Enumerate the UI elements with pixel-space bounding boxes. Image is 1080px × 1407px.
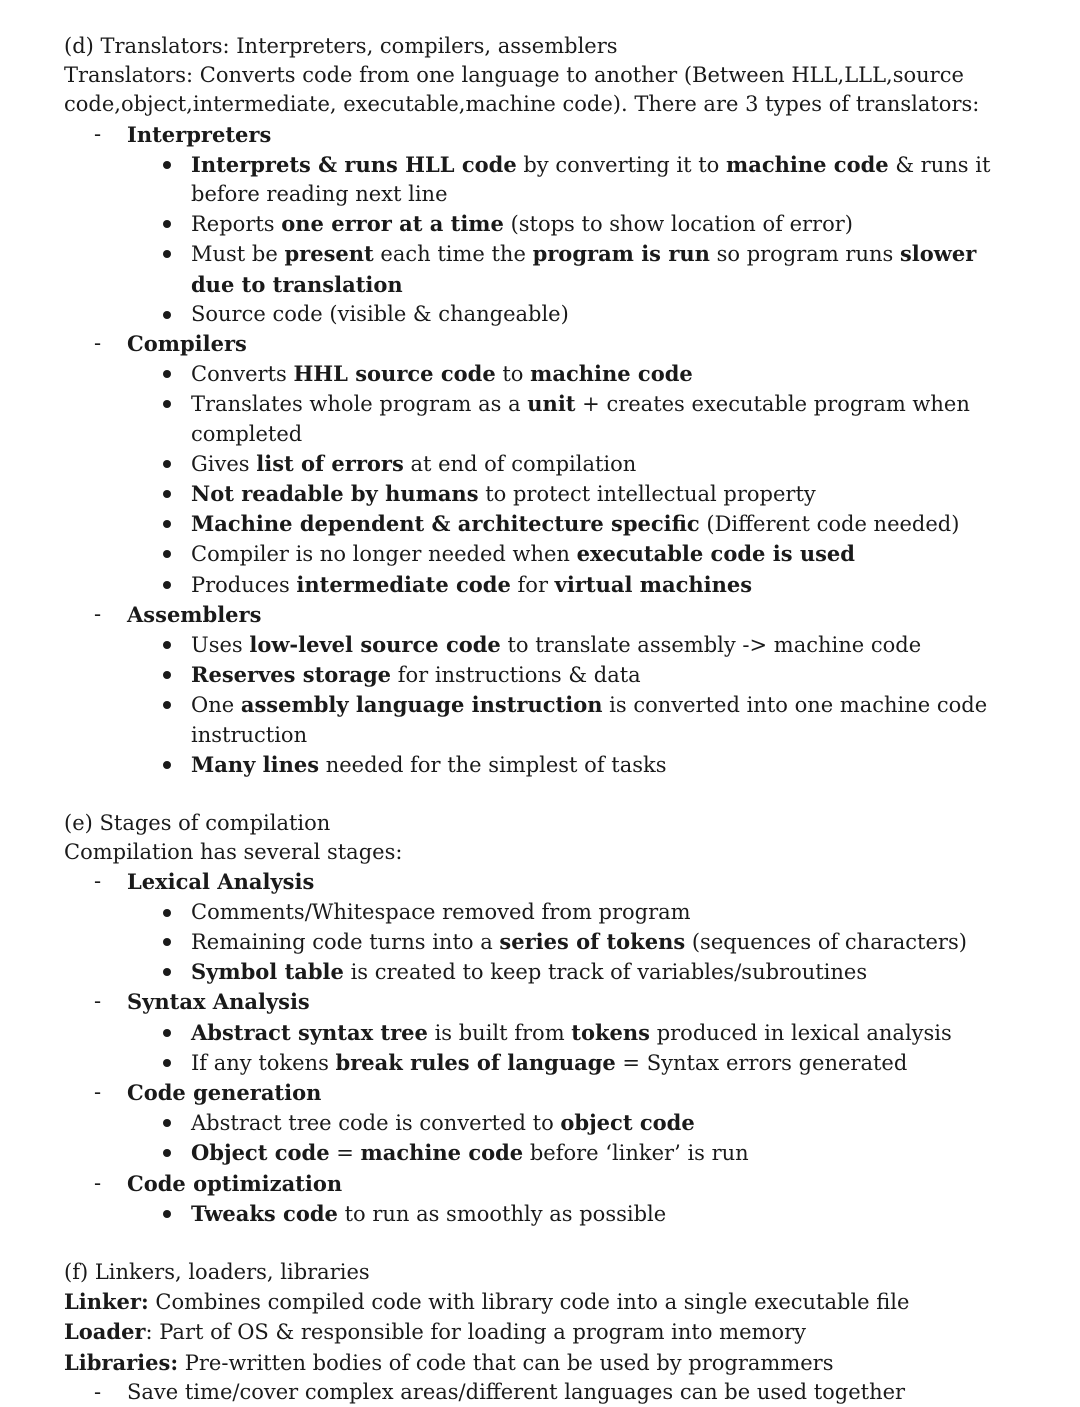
bullet-list (64, 1199, 1040, 1229)
bullet-item (191, 300, 1011, 329)
spacer (64, 780, 1040, 809)
bullet-item (191, 750, 1011, 780)
text-run: Gives (191, 451, 257, 476)
text-run: to run as smoothly as possible (337, 1201, 667, 1226)
intro-line: Compilation has several stages: (64, 840, 403, 865)
group-list (64, 120, 1040, 780)
text-run: Must be (191, 242, 285, 267)
subsection-title: Syntax Analysis (127, 989, 310, 1015)
bullet-item (191, 660, 1011, 690)
dash-marker: - (94, 1170, 102, 1195)
dash-marker: - (94, 1379, 102, 1404)
text-run: for instructions & data (391, 663, 641, 688)
text-run: Uses (191, 633, 250, 658)
intro-line: Translators: Converts code from one language to another (Between HLL,LLL,source (64, 63, 964, 88)
bold-text: tokens (571, 1019, 651, 1045)
subsection-title: Lexical Analysis (127, 869, 315, 895)
bold-text: intermediate code (296, 571, 511, 597)
bold-text: break rules of language (335, 1049, 616, 1075)
dash-marker: - (94, 331, 102, 356)
dash-marker: - (94, 1079, 102, 1104)
bullet-item (191, 1138, 1011, 1168)
bold-text: unit (527, 391, 576, 417)
bullet-list (64, 1108, 1040, 1168)
bold-text: series of tokens (499, 928, 686, 954)
bold-text: Object code (191, 1140, 330, 1166)
section-compilation (64, 809, 1040, 1229)
bullet-list (64, 898, 1040, 988)
text-run: is created to keep track of variables/subroutines (343, 960, 868, 985)
intro-line: code,object,intermediate, executable,machine code). There are 3 types of translators: (64, 92, 980, 117)
bold-text: low-level source code (249, 632, 501, 658)
dash-marker: - (94, 989, 102, 1014)
text-run: produced in lexical analysis (650, 1020, 952, 1045)
bullet-item (191, 359, 1011, 389)
text-run: before ‘linker’ is run (523, 1141, 749, 1166)
bold-text: Tweaks code (191, 1200, 338, 1226)
bold-text: machine code (726, 151, 889, 177)
subsection-heading (64, 1169, 1040, 1199)
spacer (64, 1229, 1040, 1258)
subsection-title: Code optimization (127, 1170, 343, 1196)
dash-marker: - (94, 121, 102, 146)
bold-text: program is run (532, 241, 710, 267)
bold-text: Not readable by humans (191, 481, 479, 507)
definition-term: Loader (64, 1319, 146, 1345)
text-run: = (329, 1141, 361, 1166)
subsection-heading (64, 1078, 1040, 1108)
subsection-heading (64, 329, 1040, 359)
bullet-item (191, 209, 1011, 239)
subsection-heading (64, 867, 1040, 897)
text-run: to protect intellectual property (478, 482, 816, 507)
section-heading: (d) Translators: Interpreters, compilers, assemblers (64, 34, 618, 58)
definition-libraries (64, 1348, 1040, 1378)
bold-text: one error at a time (281, 211, 504, 237)
text-run: Comments/Whitespace removed from program (191, 899, 691, 924)
definition-text: : Part of OS & responsible for loading a program into memory (145, 1320, 806, 1345)
dash-marker: - (94, 869, 102, 894)
subsection-title: Code generation (127, 1079, 322, 1105)
text-run: & runs it before reading next line (191, 152, 991, 207)
definition-term: Linker: (64, 1289, 149, 1315)
text-run: for (510, 572, 555, 597)
bullet-item (191, 509, 1011, 539)
bold-text: Machine dependent & architecture specific (191, 511, 700, 537)
bullet-item (191, 389, 1011, 448)
definition-linker (64, 1287, 1040, 1317)
bold-text: object code (560, 1110, 695, 1136)
bullet-list (64, 150, 1040, 329)
bullet-item (191, 150, 1011, 209)
bullet-item (191, 690, 1011, 749)
section-linkers (64, 1258, 1040, 1407)
bullet-item (191, 898, 1011, 927)
bold-text: machine code (530, 361, 693, 387)
text-run: One (191, 693, 241, 718)
bullet-item (191, 1108, 1011, 1138)
bold-text: virtual machines (554, 571, 753, 597)
definition-text: Pre-written bodies of code that can be used by programmers (178, 1350, 834, 1375)
bold-text: Many lines (191, 751, 320, 777)
text-run: is converted into one machine code instruction (191, 693, 988, 747)
bullet-item (191, 449, 1011, 479)
bullet-item (191, 570, 1011, 600)
bold-text: list of errors (256, 450, 404, 476)
text-run: Converts (191, 362, 294, 387)
bold-text: HHL source code (293, 361, 496, 387)
text-run: Remaining code turns into a (191, 929, 500, 954)
text-run: so program runs (709, 242, 900, 267)
text-run: to translate assembly -> machine code (500, 633, 922, 658)
group-list (64, 867, 1040, 1228)
bullet-item (191, 239, 1011, 299)
bullet-list (64, 1018, 1040, 1078)
text-run: at end of compilation (403, 451, 637, 476)
bullet-item (191, 957, 1011, 987)
bold-text: present (284, 241, 374, 267)
subsection-heading (64, 600, 1040, 630)
libraries-note (64, 1378, 1040, 1407)
bold-text: slower due to translation (191, 241, 977, 297)
dash-marker: - (94, 601, 102, 626)
text-run: is built from (427, 1020, 572, 1045)
subsection-title: Assemblers (127, 601, 262, 627)
bold-text: executable code is used (576, 541, 855, 567)
subsection-title: Compilers (127, 331, 247, 357)
section-heading: (f) Linkers, loaders, libraries (64, 1259, 370, 1284)
definition-term: Libraries: (64, 1349, 179, 1375)
text-run: each time the (373, 242, 533, 267)
section-heading: (e) Stages of compilation (64, 811, 331, 836)
bullet-item (191, 1199, 1011, 1229)
text-run: Source code (visible & changeable) (191, 301, 569, 326)
bullet-item (191, 539, 1011, 569)
text-run: to (495, 362, 531, 387)
bullet-item (191, 479, 1011, 509)
note-text: Save time/cover complex areas/different languages can be used together (127, 1379, 906, 1404)
subsection-title: Interpreters (127, 121, 272, 147)
text-run: needed for the simplest of tasks (319, 752, 667, 777)
text-run: Produces (191, 572, 297, 597)
bullet-item (191, 630, 1011, 660)
bold-text: Abstract syntax tree (191, 1019, 428, 1045)
bold-text: Symbol table (191, 959, 344, 985)
bullet-item (191, 927, 1011, 957)
definition-text: Combines compiled code with library code into a single executable file (148, 1290, 910, 1315)
bullet-list (64, 359, 1040, 600)
text-run: Reports (191, 212, 282, 237)
bullet-list (64, 630, 1040, 780)
bullet-item (191, 1018, 1011, 1048)
text-run: = Syntax errors generated (615, 1050, 908, 1075)
subsection-heading (64, 987, 1040, 1017)
subsection-heading (64, 120, 1040, 150)
definition-loader (64, 1317, 1040, 1347)
text-run: Compiler is no longer needed when (191, 542, 577, 567)
text-run: (sequences of characters) (685, 929, 967, 954)
bold-text: assembly language instruction (240, 692, 603, 718)
bold-text: Interprets & runs HLL code (191, 151, 517, 177)
text-run: by converting it to (516, 152, 726, 177)
section-translators (64, 32, 1040, 780)
text-run: + creates executable program when completed (191, 392, 970, 446)
bold-text: machine code (360, 1140, 524, 1166)
text-run: Abstract tree code is converted to (191, 1111, 561, 1136)
text-run: If any tokens (191, 1050, 336, 1075)
bold-text: Reserves storage (191, 662, 392, 688)
text-run: Translates whole program as a (191, 392, 528, 417)
bullet-item (191, 1048, 1011, 1078)
text-run: (stops to show location of error) (503, 212, 853, 237)
text-run: (Different code needed) (699, 512, 960, 537)
